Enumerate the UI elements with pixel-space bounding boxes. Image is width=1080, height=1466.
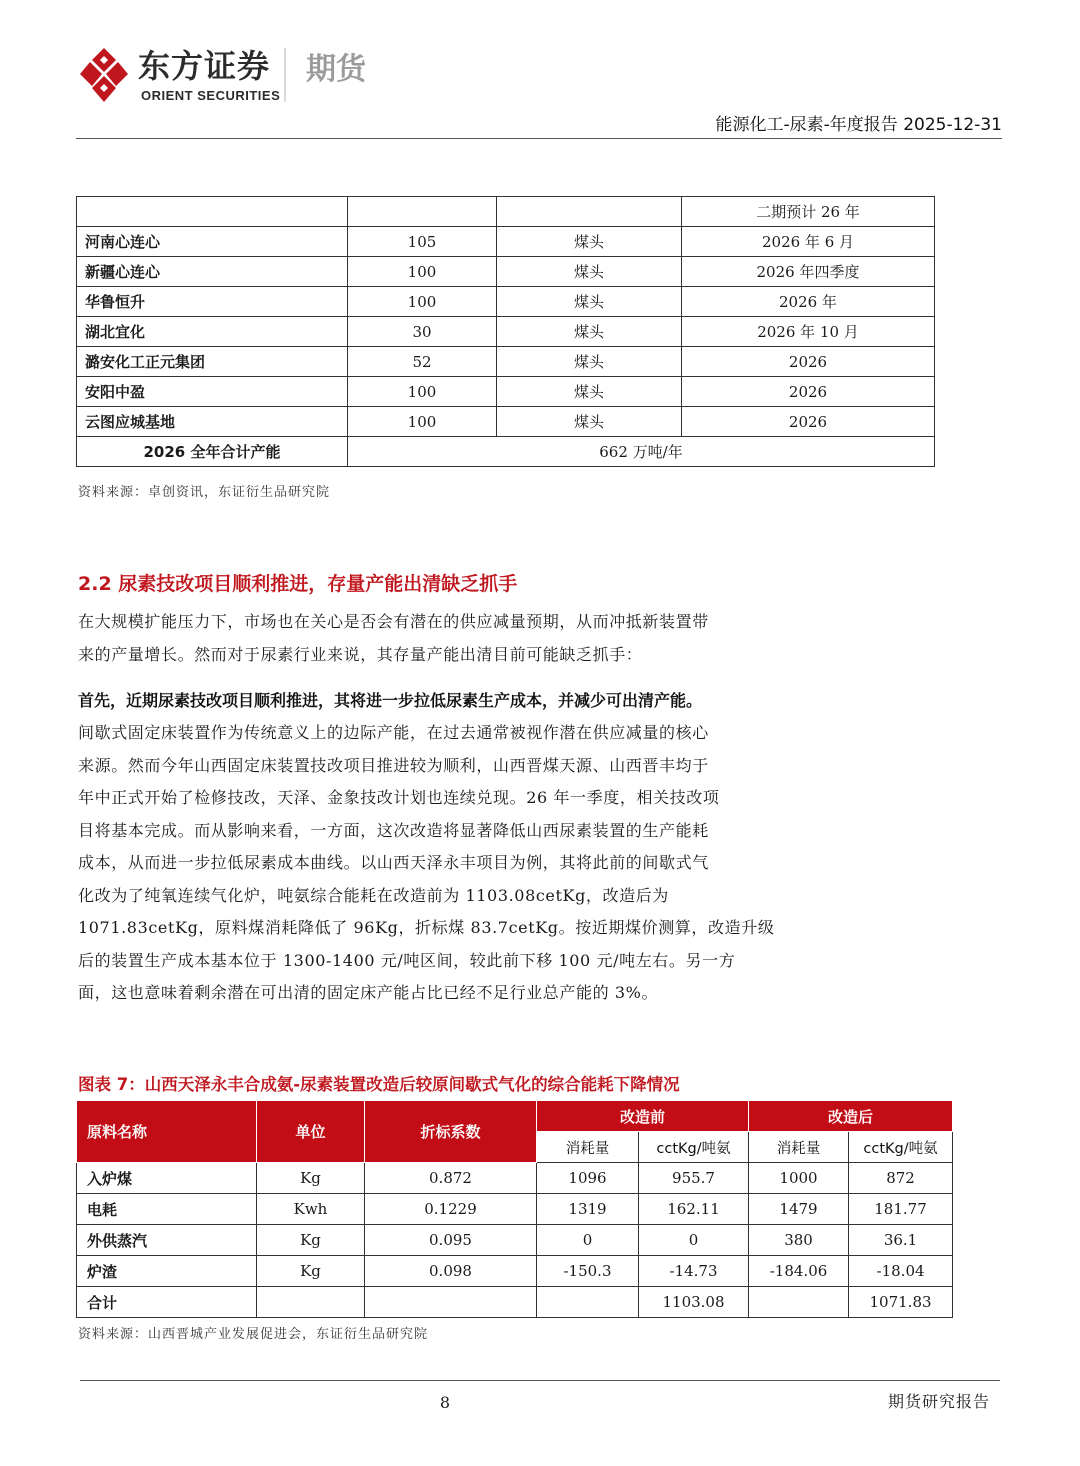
- capacity-value: 100: [348, 407, 497, 437]
- table-cell: [77, 197, 348, 227]
- before-cetkg: 955.7: [639, 1163, 749, 1194]
- company-name: 河南心连心: [77, 227, 348, 257]
- brand-name-cn: 东方证券: [138, 47, 271, 85]
- page-number: 8: [439, 1393, 451, 1412]
- table-row: [77, 257, 935, 287]
- process-type: 煤头: [497, 287, 682, 317]
- total-label: 2026 全年合计产能: [77, 437, 348, 467]
- start-time: 2026: [682, 347, 935, 377]
- table-row: [77, 317, 935, 347]
- text-line: 来源。然而今年山西固定床装置技改项目推进较为顺利，山西晋煤天源、山西晋丰均于: [78, 755, 709, 775]
- before-cetkg: 162.11: [639, 1194, 749, 1225]
- start-time: 2026: [682, 377, 935, 407]
- after-consumption: 380: [749, 1225, 849, 1256]
- table-cell: [257, 1287, 365, 1318]
- table-cell: [365, 1287, 537, 1318]
- table-row: [77, 287, 935, 317]
- table-row: [77, 1256, 953, 1287]
- text-line: 目将基本完成。而从影响来看，一方面，这次改造将显著降低山西尿素装置的生产能耗: [78, 820, 709, 840]
- report-title: [716, 114, 1002, 136]
- total-label: 合计: [77, 1287, 257, 1318]
- unit: Kg: [257, 1163, 365, 1194]
- after-consumption: -184.06: [749, 1256, 849, 1287]
- table-row: [77, 1225, 953, 1256]
- header-before-retrofit: 改造前: [537, 1101, 749, 1132]
- conversion-factor: 0.098: [365, 1256, 537, 1287]
- unit: Kg: [257, 1256, 365, 1287]
- subheader-cetkg: cctKg/吨氨: [849, 1132, 953, 1163]
- material-name: 炉渣: [77, 1256, 257, 1287]
- lead-sentence: 首先，近期尿素技改项目顺利推进，其将进一步拉低尿素生产成本，并减少可出清产能。: [78, 691, 703, 710]
- header-after-retrofit: 改造后: [749, 1101, 953, 1132]
- after-cetkg: 872: [849, 1163, 953, 1194]
- text-line: 化改为了纯氧连续气化炉，吨氨综合能耗在改造前为 1103.08cetKg，改造后为: [78, 885, 669, 905]
- intro-paragraph: [78, 606, 798, 671]
- process-type: 煤头: [497, 407, 682, 437]
- footer-label: 期货研究报告: [887, 1392, 990, 1411]
- company-name: 潞安化工正元集团: [77, 347, 348, 377]
- start-time: 2026 年四季度: [682, 257, 935, 287]
- after-cetkg: 36.1: [849, 1225, 953, 1256]
- table-row: [77, 227, 935, 257]
- before-consumption: 1096: [537, 1163, 639, 1194]
- conversion-factor: 0.1229: [365, 1194, 537, 1225]
- total-before-cetkg: 1103.08: [639, 1287, 749, 1318]
- before-consumption: 0: [537, 1225, 639, 1256]
- capacity-table-source: 资料来源：卓创资讯，东证衍生品研究院: [78, 485, 331, 500]
- capacity-value: 52: [348, 347, 497, 377]
- table-row-total: [77, 1287, 953, 1318]
- conversion-factor: 0.872: [365, 1163, 537, 1194]
- text-line: 成本，从而进一步拉低尿素成本曲线。以山西天泽永丰项目为例，其将此前的间歇式气: [78, 853, 709, 872]
- table-row: [77, 1163, 953, 1194]
- header-unit: 单位: [257, 1101, 365, 1163]
- capacity-value: 100: [348, 287, 497, 317]
- before-consumption: 1319: [537, 1194, 639, 1225]
- start-time: 2026 年 10 月: [682, 317, 935, 347]
- company-name: 新疆心连心: [77, 257, 348, 287]
- after-consumption: 1479: [749, 1194, 849, 1225]
- material-name: 电耗: [77, 1194, 257, 1225]
- start-time: 2026 年: [682, 287, 935, 317]
- subheader-consumption: 消耗量: [537, 1132, 639, 1163]
- subheader-consumption: 消耗量: [749, 1132, 849, 1163]
- table-row: [77, 347, 935, 377]
- text-line: 来的产量增长。然而对于尿素行业来说，其存量产能出清目前可能缺乏抓手：: [78, 644, 643, 664]
- after-cetkg: -18.04: [849, 1256, 953, 1287]
- table-cell: [348, 197, 497, 227]
- text-line: 面，这也意味着剩余潜在可出清的固定床产能占比已经不足行业总产能的 3%。: [78, 983, 659, 1002]
- table-cell: [537, 1287, 639, 1318]
- start-time: 2026 年 6 月: [682, 227, 935, 257]
- report-date: 2025-12-31: [903, 115, 1002, 135]
- company-name: 华鲁恒升: [77, 287, 348, 317]
- material-name: 入炉煤: [77, 1163, 257, 1194]
- capacity-value: 100: [348, 377, 497, 407]
- unit: Kg: [257, 1225, 365, 1256]
- report-title-text: 能源化工-尿素-年度报告: [715, 115, 898, 135]
- figure-source: 资料来源：山西晋城产业发展促进会，东证衍生品研究院: [78, 1327, 429, 1342]
- table-row: [77, 1194, 953, 1225]
- header-material-name: 原料名称: [77, 1101, 257, 1163]
- text-line: 在大规模扩能压力下，市场也在关心是否会有潜在的供应减量预期，从而冲抵新装置带: [78, 612, 709, 631]
- table-row: [77, 407, 935, 437]
- before-cetkg: 0: [639, 1225, 749, 1256]
- table-row-total: [77, 437, 935, 467]
- after-consumption: 1000: [749, 1163, 849, 1194]
- brand-name-en: ORIENT SECURITIES: [141, 88, 281, 103]
- before-consumption: -150.3: [537, 1256, 639, 1287]
- header-divider: [76, 138, 1002, 139]
- company-name: 云图应城基地: [77, 407, 348, 437]
- process-type: 煤头: [497, 347, 682, 377]
- table-row: [77, 197, 935, 227]
- subheader-cetkg: cctKg/吨氨: [639, 1132, 749, 1163]
- brand-divider: [284, 48, 286, 102]
- capacity-value: 105: [348, 227, 497, 257]
- text-line: 后的装置生产成本基本位于 1300-1400 元/吨区间，较此前下移 100 元/吨左右。另一方: [78, 950, 736, 970]
- process-type: 煤头: [497, 317, 682, 347]
- company-name: 湖北宜化: [77, 317, 348, 347]
- after-cetkg: 181.77: [849, 1194, 953, 1225]
- company-name: 安阳中盈: [77, 377, 348, 407]
- process-type: 煤头: [497, 377, 682, 407]
- start-time: 2026: [682, 407, 935, 437]
- orient-securities-logo-icon: [78, 46, 130, 104]
- total-after-cetkg: 1071.83: [849, 1287, 953, 1318]
- unit: Kwh: [257, 1194, 365, 1225]
- before-cetkg: -14.73: [639, 1256, 749, 1287]
- table-row: [77, 377, 935, 407]
- table-cell: 二期预计 26 年: [682, 197, 935, 227]
- section-heading: 2.2 尿素技改项目顺利推进，存量产能出清缺乏抓手: [78, 573, 518, 595]
- table-cell: [749, 1287, 849, 1318]
- capacity-table: [76, 196, 935, 467]
- energy-consumption-table: [76, 1100, 953, 1318]
- header-conversion-factor: 折标系数: [365, 1101, 537, 1163]
- process-type: 煤头: [497, 227, 682, 257]
- table-header-row: [77, 1101, 953, 1132]
- footer-divider: [80, 1380, 1000, 1381]
- text-line: 年中正式开始了检修技改，天泽、金象技改计划也连续兑现。26 年一季度，相关技改项: [78, 788, 720, 807]
- body-paragraph: [78, 717, 798, 1010]
- capacity-value: 30: [348, 317, 497, 347]
- text-line: 间歇式固定床装置作为传统意义上的边际产能，在过去通常被视作潜在供应减量的核心: [78, 723, 709, 742]
- process-type: 煤头: [497, 257, 682, 287]
- brand-futures-label: 期货: [306, 52, 366, 87]
- text-line: 1071.83cetKg，原料煤消耗降低了 96Kg，折标煤 83.7cetKg。按近期煤价测算，改造升级: [78, 918, 775, 937]
- figure-title: 图表 7：山西天泽永丰合成氨-尿素装置改造后较原间歇式气化的综合能耗下降情况: [78, 1075, 680, 1094]
- total-value: 662 万吨/年: [348, 437, 935, 467]
- conversion-factor: 0.095: [365, 1225, 537, 1256]
- table-cell: [497, 197, 682, 227]
- material-name: 外供蒸汽: [77, 1225, 257, 1256]
- capacity-value: 100: [348, 257, 497, 287]
